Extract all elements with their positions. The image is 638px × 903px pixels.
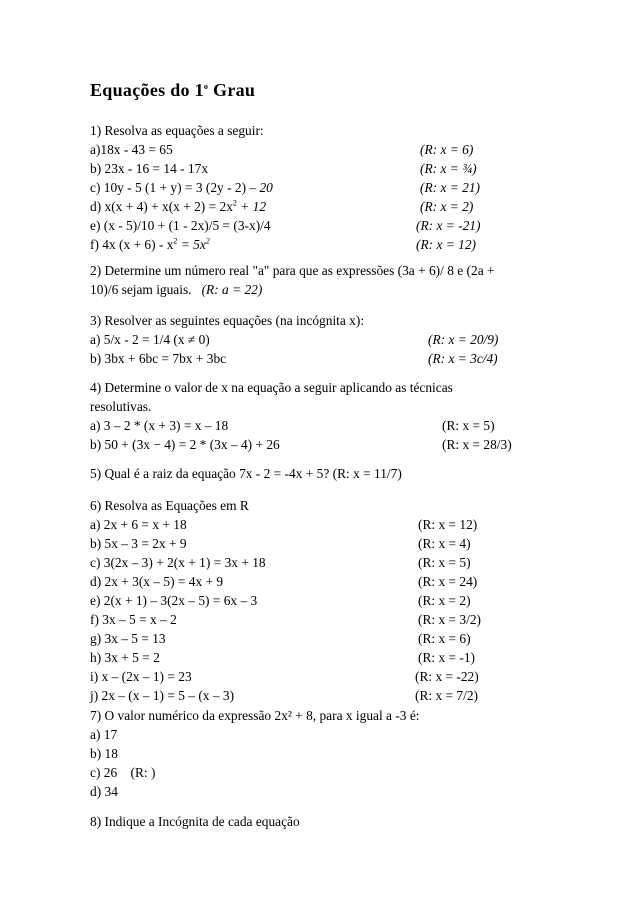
- question-6-item-f: f) 3x – 5 = x – 2 (R: x = 3/2): [90, 612, 481, 627]
- question-2-text: 2) Determine um número real "a" para que as expressões (3a + 6)/ 8 e (2a +: [90, 263, 495, 278]
- question-7-option-b: b) 18: [90, 746, 118, 761]
- question-6-item-b: b) 5x – 3 = 2x + 9 (R: x = 4): [90, 536, 471, 551]
- answer: (R: x = 12): [418, 517, 478, 532]
- question-4-heading: 4) Determine o valor de x na equação a seguir aplicando as técnicas: [90, 380, 453, 395]
- question-6-item-h: h) 3x + 5 = 2 (R: x = -1): [90, 650, 476, 665]
- question-3-item-b: b) 3bx + 6bc = 7bx + 3bc (R: x = 3c/4): [90, 351, 498, 366]
- question-1-item-d: d) $x(x + 4) + x(x + 2) = 2x^2 + 12$ (R: x = 2): [90, 198, 474, 214]
- answer: (R: x = 2): [418, 593, 471, 608]
- answer: (R: x = 12): [416, 237, 476, 252]
- answer: (R: x = 7/2): [415, 688, 478, 703]
- question-7-heading: 7) O valor numérico da expressão 2x² + 8, para x igual a -3 é:: [90, 708, 420, 723]
- question-1-item-b: b) 23x - 16 = 14 - 17x (R: x = ¾): [90, 161, 477, 176]
- page-title: Equações do 1$^o$ Grau: [90, 80, 256, 100]
- question-1-heading: 1) Resolva as equações a seguir:: [90, 123, 264, 138]
- question-2-text-cont: 10)/6 sejam iguais. (R: a = 22): [90, 282, 263, 297]
- question-1-item-a: a)18x - 43 = 65 (R: x = 6): [90, 142, 474, 157]
- question-6-item-j: j) 2x – (x – 1) = 5 – (x – 3) (R: x = 7/2): [90, 688, 478, 703]
- answer: (R: x = 6): [418, 631, 471, 646]
- question-4-heading-cont: resolutivas.: [90, 399, 152, 414]
- answer: (R: x = ¾): [420, 161, 477, 176]
- question-4-item-b: b) 50 + (3x − 4) = 2 * (3x – 4) + 26 (R: x = 28/3): [90, 437, 512, 452]
- answer: (R: x = 5): [442, 418, 495, 433]
- question-6-item-e: e) 2(x + 1) – 3(2x – 5) = 6x – 3 (R: x = 2): [90, 593, 471, 608]
- question-7-option-d: d) 34: [90, 784, 118, 799]
- question-7-option-a: a) 17: [90, 727, 118, 742]
- question-6-item-c: c) 3(2x – 3) + 2(x + 1) = 3x + 18 (R: x = 5): [90, 555, 471, 570]
- question-6-item-d: d) 2x + 3(x – 5) = 4x + 9 (R: x = 24): [90, 574, 478, 589]
- question-7: [90, 706, 570, 801]
- question-7-option-c: c) 26 (R: ): [90, 765, 156, 780]
- question-1-item-c: c) 10y - 5 (1 + y) = 3 (2y - 2) – 20 (R: x = 21): [90, 180, 480, 195]
- question-3-item-a: a) 5/x - 2 = 1/4 (x ≠ 0) (R: x = 20/9): [90, 332, 499, 347]
- answer: (R: x = 6): [420, 142, 474, 157]
- question-5: [90, 464, 570, 483]
- question-4-item-a: a) 3 – 2 * (x + 3) = x – 18 (R: x = 5): [90, 418, 495, 433]
- answer: (R: x = 3/2): [418, 612, 481, 627]
- question-4: [90, 378, 570, 454]
- question-6-item-a: a) 2x + 6 = x + 18 (R: x = 12): [90, 517, 478, 532]
- question-1-item-f: f) 4x $(x + 6) - x^2 = 5x^2$ (R: x = 12): [90, 236, 476, 252]
- answer: (R: x = 28/3): [442, 437, 512, 452]
- answer: (R: x = 4): [418, 536, 471, 551]
- question-1: [90, 121, 570, 254]
- question-6-heading: 6) Resolva as Equações em R: [90, 498, 249, 513]
- answer: (R: x = -22): [415, 669, 479, 684]
- question-6-item-g: g) 3x – 5 = 13 (R: x = 6): [90, 631, 471, 646]
- question-6: [90, 496, 570, 705]
- answer: (R: x = 24): [418, 574, 478, 589]
- question-6-item-i: i) x – (2x – 1) = 23 (R: x = -22): [90, 669, 479, 684]
- question-5-text: 5) Qual é a raiz da equação 7x - 2 = -4x + 5? (R: x = 11/7): [90, 466, 402, 481]
- question-3-heading: 3) Resolver as seguintes equações (na incógnita x):: [90, 313, 365, 328]
- question-3: [90, 311, 570, 368]
- answer: (R: x = -21): [416, 218, 481, 233]
- answer: (R: x = 2): [420, 199, 474, 214]
- question-8-heading: 8) Indique a Incógnita de cada equação: [90, 814, 300, 829]
- question-2: [90, 261, 570, 299]
- question-8: [90, 812, 570, 831]
- answer: (R: a = 22): [201, 282, 263, 297]
- answer: (R: x = 20/9): [428, 332, 499, 347]
- question-1-item-e: e) (x - 5)/10 + (1 - 2x)/5 = (3-x)/4 (R: x = -21): [90, 218, 481, 233]
- answer: (R: x = 21): [420, 180, 480, 195]
- answer: (R: x = 5): [418, 555, 471, 570]
- answer: (R: x = 3c/4): [428, 351, 498, 366]
- answer: (R: x = -1): [418, 650, 476, 665]
